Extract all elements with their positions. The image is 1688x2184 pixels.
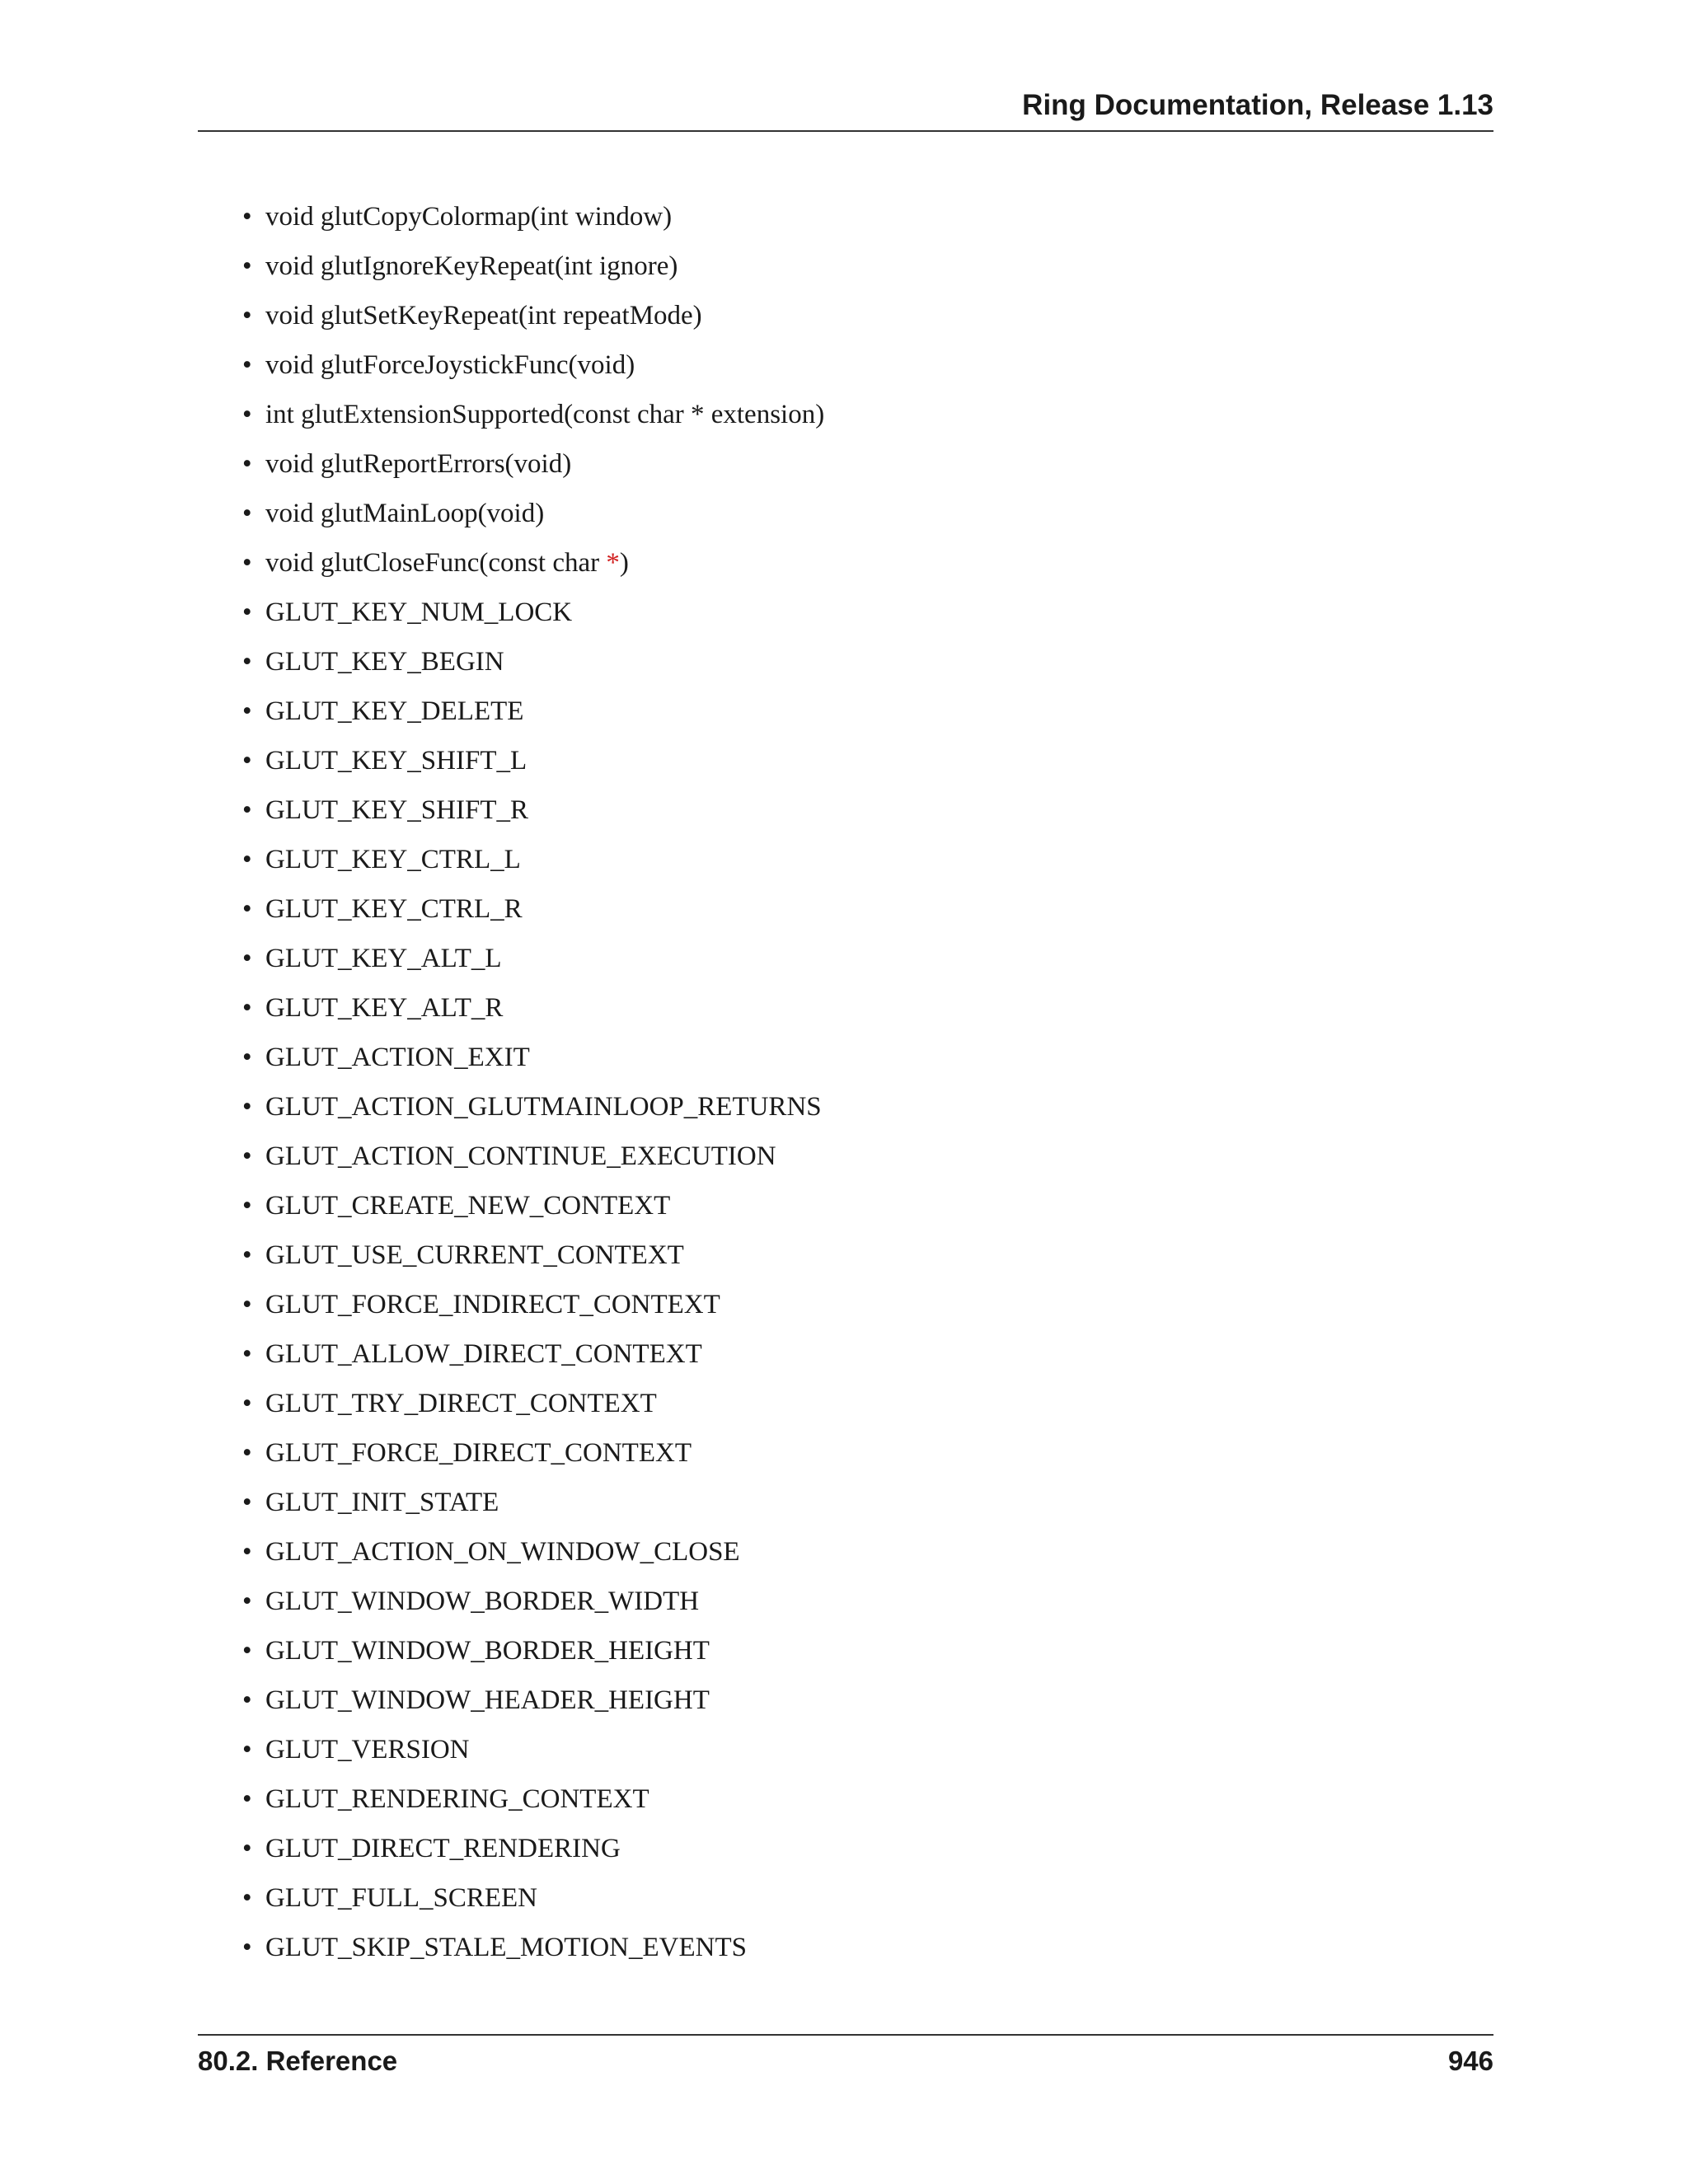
list-item: • GLUT_KEY_DELETE (265, 689, 824, 738)
list-item: • GLUT_FORCE_DIRECT_CONTEXT (265, 1431, 824, 1480)
list-item: • GLUT_KEY_ALT_R (265, 986, 824, 1035)
asterisk-link[interactable]: * (606, 548, 620, 578)
list-item: • GLUT_ACTION_EXIT (265, 1035, 824, 1085)
list-item: • GLUT_ACTION_ON_WINDOW_CLOSE (265, 1530, 824, 1579)
list-item: • void glutCopyColormap(int window) (265, 194, 824, 244)
list-item: • GLUT_FORCE_INDIRECT_CONTEXT (265, 1282, 824, 1332)
list-item: • GLUT_RENDERING_CONTEXT (265, 1777, 824, 1826)
page-footer (198, 2034, 1493, 2076)
list-item: • GLUT_ACTION_GLUTMAINLOOP_RETURNS (265, 1085, 824, 1134)
list-item: • GLUT_DIRECT_RENDERING (265, 1826, 824, 1876)
list-item: • GLUT_KEY_CTRL_R (265, 887, 824, 936)
list-item: • GLUT_SKIP_STALE_MOTION_EVENTS (265, 1925, 824, 1975)
list-item: • GLUT_WINDOW_BORDER_WIDTH (265, 1579, 824, 1629)
list-item: • GLUT_CREATE_NEW_CONTEXT (265, 1183, 824, 1233)
list-item: • GLUT_KEY_BEGIN (265, 640, 824, 689)
list-item: • GLUT_ALLOW_DIRECT_CONTEXT (265, 1332, 824, 1381)
list-item (265, 541, 824, 590)
list-item: • GLUT_KEY_SHIFT_L (265, 738, 824, 788)
list-item: • GLUT_VERSION (265, 1727, 824, 1777)
list-item: • int glutExtensionSupported(const char * extension) (265, 392, 824, 442)
footer-page-number: 946 (1447, 2046, 1493, 2076)
list-item: • void glutMainLoop(void) (265, 491, 824, 541)
footer-section-label: 80.2. Reference (198, 2046, 398, 2076)
list-item: • GLUT_KEY_CTRL_L (265, 837, 824, 887)
list-item: • GLUT_WINDOW_HEADER_HEIGHT (265, 1678, 824, 1727)
list-item-text: void glutCloseFunc(const char (265, 548, 607, 578)
list-item: • GLUT_TRY_DIRECT_CONTEXT (265, 1381, 824, 1431)
list-item: • GLUT_KEY_ALT_L (265, 936, 824, 986)
list-item: • GLUT_USE_CURRENT_CONTEXT (265, 1233, 824, 1282)
list-item: • void glutIgnoreKeyRepeat(int ignore) (265, 244, 824, 293)
list-item: • GLUT_KEY_NUM_LOCK (265, 590, 824, 640)
list-item: • void glutReportErrors(void) (265, 442, 824, 491)
list-item: • void glutForceJoystickFunc(void) (265, 343, 824, 392)
list-item: • GLUT_KEY_SHIFT_R (265, 788, 824, 837)
list-item: • GLUT_FULL_SCREEN (265, 1876, 824, 1925)
list-item: • void glutSetKeyRepeat(int repeatMode) (265, 293, 824, 343)
list-item-text: ) (619, 548, 629, 578)
list-item: • GLUT_INIT_STATE (265, 1480, 824, 1530)
page-header (198, 89, 1493, 132)
reference-list (265, 194, 824, 1975)
list-item: • GLUT_WINDOW_BORDER_HEIGHT (265, 1629, 824, 1678)
list-item: • GLUT_ACTION_CONTINUE_EXECUTION (265, 1134, 824, 1183)
header-title: Ring Documentation, Release 1.13 (1022, 89, 1493, 121)
